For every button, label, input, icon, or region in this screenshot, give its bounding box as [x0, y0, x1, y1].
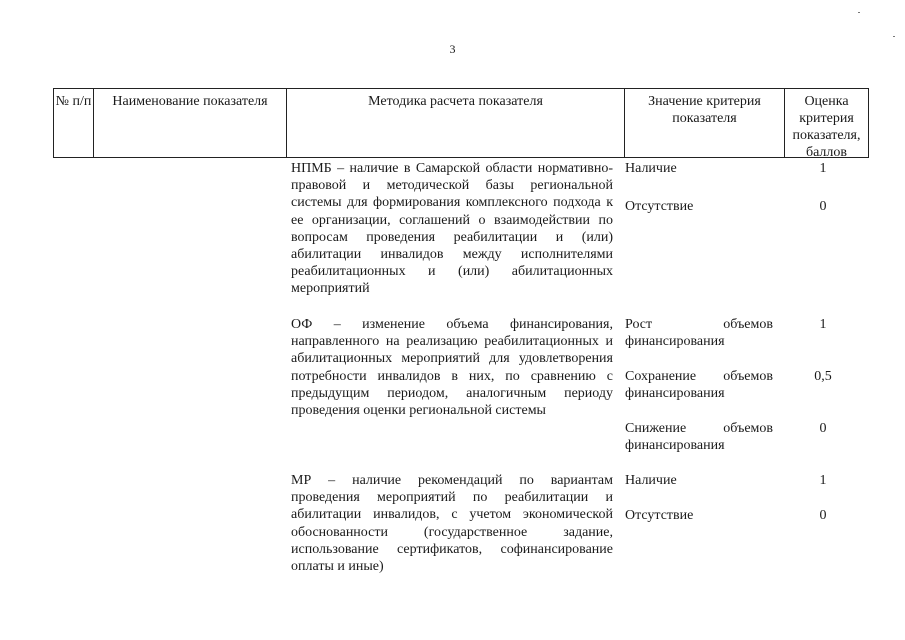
- header-criterion-score: Оценка критерия показателя, баллов: [792, 94, 861, 160]
- header-number: № п/п: [54, 89, 94, 157]
- criterion-value: Отсутствие: [625, 199, 694, 214]
- scan-speck: [893, 36, 895, 37]
- criterion-value: Наличие: [625, 161, 677, 176]
- criterion-score: 0: [819, 508, 827, 523]
- method-mr: МР – наличие рекомендаций по вариантам проведения мероприятий по реабилитации и абилитации инвалидов, с учетом экономической обоснованности (государственное задание, использование сертификатов, софинансирование оплаты и иные): [291, 473, 613, 575]
- scan-speck: [858, 12, 860, 13]
- criterion-value: Рост объемов финансирования: [625, 317, 773, 350]
- table-header: [53, 88, 869, 158]
- criterion-score: 0,5: [814, 369, 832, 384]
- header-criterion-value: Значение критерия показателя: [625, 89, 785, 157]
- criterion-score: 1: [819, 473, 827, 488]
- page-number: 3: [449, 42, 456, 56]
- method-of: ОФ – изменение объема финансирования, направленного на реализацию реабилитационных и абилитационных мероприятий для удовлетворения потребности инвалидов в них, по сравнению с предыдущим периодом, аналогичным периоду проведения оценки региональной системы: [291, 317, 613, 419]
- criterion-value: Наличие: [625, 473, 677, 488]
- criterion-score: 0: [819, 421, 827, 436]
- criterion-value: Отсутствие: [625, 508, 694, 523]
- criterion-score: 1: [819, 161, 827, 176]
- header-calculation-method: Методика расчета показателя: [287, 89, 625, 157]
- method-npmb: НПМБ – наличие в Самарской области нормативно-правовой и методической базы региональной системы для формирования комплексного подхода к ее организации, соглашений о взаимодействии по вопросам проведения реабилитации и (или) абилитации инвалидов между исполнителями реабилитационных и (или) абилитационных мероприятий: [291, 161, 613, 297]
- criterion-value: Сохранение объемов финансирования: [625, 369, 773, 402]
- header-indicator-name: Наименование показателя: [94, 89, 287, 157]
- criterion-value: Снижение объемов финансирования: [625, 421, 773, 454]
- criterion-score: 0: [819, 199, 827, 214]
- criterion-score: 1: [819, 317, 827, 332]
